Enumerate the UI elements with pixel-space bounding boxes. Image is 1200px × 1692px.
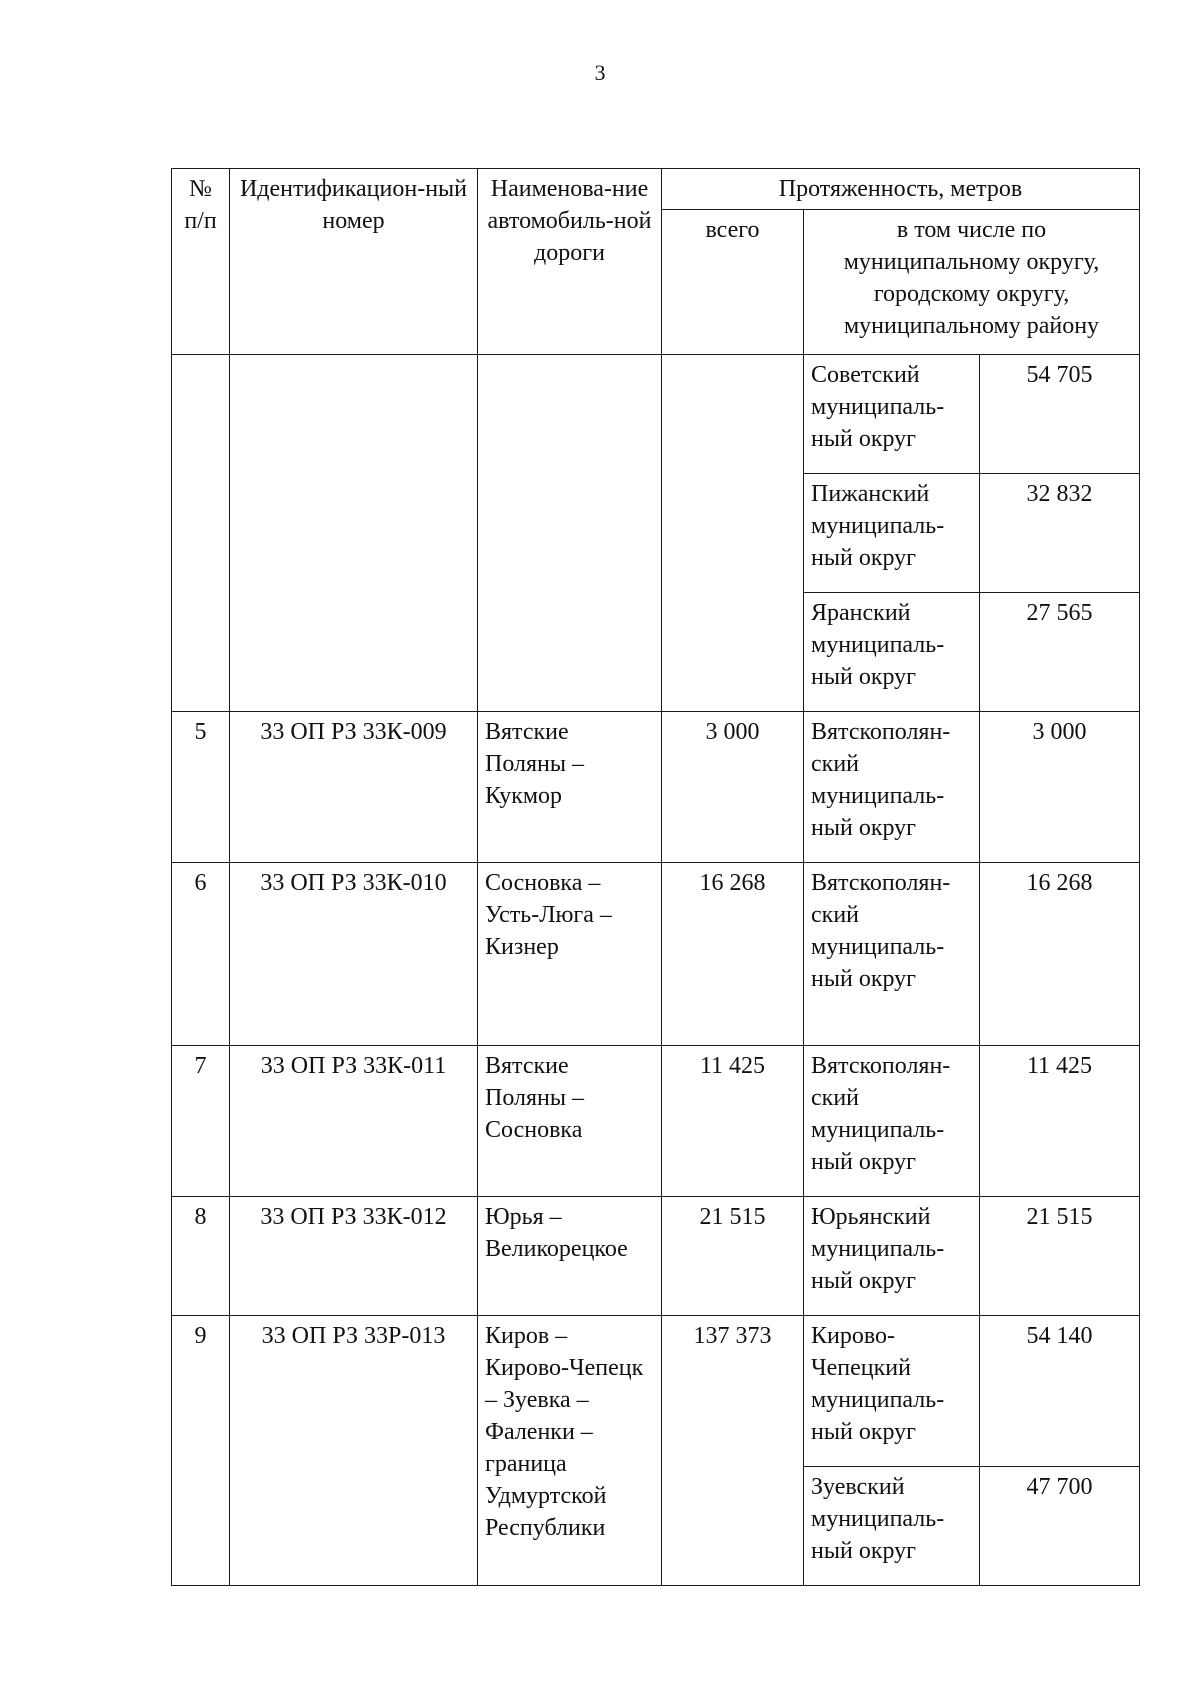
- roads-table: [171, 168, 1140, 1586]
- cell-id: 33 ОП РЗ 33К-011: [230, 1046, 478, 1197]
- cell-district: Вятскополян-ский муниципаль-ный округ: [804, 863, 980, 1046]
- header-id: Идентификацион-ный номер: [230, 169, 478, 355]
- table-row: [172, 1316, 1140, 1467]
- cell-district: Юрьянский муниципаль-ный округ: [804, 1197, 980, 1316]
- table-row: [172, 1046, 1140, 1197]
- cell-num: 6: [172, 863, 230, 1046]
- cell-num: 9: [172, 1316, 230, 1586]
- header-by-district: в том числе по муниципальному округу, городскому округу, муниципальному району: [804, 210, 1140, 355]
- table-row: [172, 1197, 1140, 1316]
- cell-id: 33 ОП РЗ 33К-009: [230, 712, 478, 863]
- cell-num: 7: [172, 1046, 230, 1197]
- cell-name: Вятские Поляны – Кукмор: [478, 712, 662, 863]
- cell-name: [478, 355, 662, 712]
- cell-district-length: 47 700: [980, 1467, 1140, 1586]
- cell-district: Советский муниципаль-ный округ: [804, 355, 980, 474]
- table-row: [172, 712, 1140, 863]
- cell-num: [172, 355, 230, 712]
- table-row: [172, 863, 1140, 1046]
- header-num: № п/п: [172, 169, 230, 355]
- cell-id: 33 ОП РЗ 33К-010: [230, 863, 478, 1046]
- cell-num: 5: [172, 712, 230, 863]
- cell-district-length: 32 832: [980, 474, 1140, 593]
- cell-name: Киров – Кирово-Чепецк – Зуевка – Фаленки – граница Удмуртской Республики: [478, 1316, 662, 1586]
- cell-district: Вятскополян-ский муниципаль-ный округ: [804, 712, 980, 863]
- cell-district-length: 16 268: [980, 863, 1140, 1046]
- header-total: всего: [662, 210, 804, 355]
- cell-district: Пижанский муниципаль-ный округ: [804, 474, 980, 593]
- cell-district: Яранский муниципаль-ный округ: [804, 593, 980, 712]
- cell-total: 137 373: [662, 1316, 804, 1586]
- cell-district-length: 21 515: [980, 1197, 1140, 1316]
- cell-district-length: 54 705: [980, 355, 1140, 474]
- cell-district-length: 54 140: [980, 1316, 1140, 1467]
- cell-district: Кирово-Чепецкий муниципаль-ный округ: [804, 1316, 980, 1467]
- cell-name: Вятские Поляны – Сосновка: [478, 1046, 662, 1197]
- cell-num: 8: [172, 1197, 230, 1316]
- cell-total: 21 515: [662, 1197, 804, 1316]
- cell-district: Зуевский муниципаль-ный округ: [804, 1467, 980, 1586]
- header-row: [172, 169, 1140, 210]
- cell-total: 16 268: [662, 863, 804, 1046]
- cell-name: Сосновка – Усть-Люга – Кизнер: [478, 863, 662, 1046]
- page-number: 3: [594, 60, 606, 85]
- cell-district-length: 3 000: [980, 712, 1140, 863]
- cell-district-length: 27 565: [980, 593, 1140, 712]
- header-name: Наименова-ние автомобиль-ной дороги: [478, 169, 662, 355]
- cell-id: 33 ОП РЗ 33Р-013: [230, 1316, 478, 1586]
- cell-district: Вятскополян-ский муниципаль-ный округ: [804, 1046, 980, 1197]
- cell-district-length: 11 425: [980, 1046, 1140, 1197]
- cell-name: Юрья – Великорецкое: [478, 1197, 662, 1316]
- cell-total: 11 425: [662, 1046, 804, 1197]
- header-length: Протяженность, метров: [662, 169, 1140, 210]
- cell-id: 33 ОП РЗ 33К-012: [230, 1197, 478, 1316]
- cell-total: [662, 355, 804, 712]
- table-row: [172, 355, 1140, 474]
- cell-total: 3 000: [662, 712, 804, 863]
- cell-id: [230, 355, 478, 712]
